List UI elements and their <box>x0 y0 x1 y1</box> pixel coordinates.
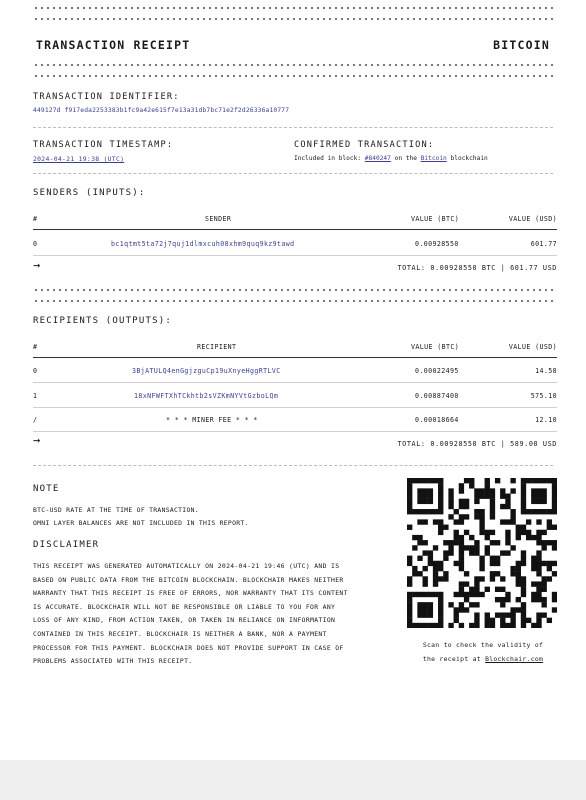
disclaimer-line: LOSS OF ANY KIND, FROM ACTION TAKEN, OR TAKEN IN RELIANCE ON INFORMATION <box>33 616 336 625</box>
block-suffix: blockchain <box>450 155 488 162</box>
disclaimer-line: BASED ON PUBLIC DATA FROM THE BITCOIN BLOCKCHAIN. BLOCKCHAIR MAKES NEITHER <box>33 575 344 584</box>
row-index: 0 <box>33 367 38 375</box>
row-index: / <box>33 416 38 424</box>
table-row <box>33 367 557 379</box>
block-prefix: Included in block: <box>294 155 362 162</box>
plus-divider <box>33 6 553 10</box>
row-usd: 575.10 <box>530 392 557 400</box>
recipients-total: TOTAL: 0.00928550 BTC | 589.00 USD <box>397 440 557 448</box>
row-usd: 12.10 <box>535 416 557 424</box>
row-usd: 601.77 <box>530 240 557 248</box>
disclaimer-title: DISCLAIMER <box>33 540 100 550</box>
row-index: 1 <box>33 392 38 400</box>
col-value-usd: VALUE (USD) <box>508 343 557 351</box>
qr-caption-line <box>405 655 561 663</box>
recipient-address[interactable]: 3BjATULQ4enGgjzguCp19uXnyeHggRTLVC <box>132 367 281 375</box>
table-rule <box>33 255 557 256</box>
identifier-label: TRANSACTION IDENTIFIER: <box>33 92 180 102</box>
note-line: OMNI LAYER BALANCES ARE NOT INCLUDED IN THIS REPORT. <box>33 519 249 527</box>
recipient-address[interactable]: 18xNFWFTXhTCkhtb2sVZKmNYVtGzboLQm <box>134 392 279 400</box>
dashed-divider <box>33 127 553 128</box>
right-arrow-icon: → <box>33 258 41 272</box>
footer-band <box>0 760 586 800</box>
dashed-divider <box>33 173 553 174</box>
block-link[interactable]: #840247 <box>364 155 391 162</box>
disclaimer-line: PROCESSOR FOR THIS PAYMENT. BLOCKCHAIR DOES NOT PROVIDE SUPPORT IN CASE OF <box>33 643 344 652</box>
qr-caption-prefix: the receipt at <box>422 655 481 663</box>
confirmed-label: CONFIRMED TRANSACTION: <box>294 140 435 150</box>
plus-divider <box>33 63 553 67</box>
row-btc: 0.00928550 <box>415 240 459 248</box>
timestamp-value[interactable]: 2024-04-21 19:38 (UTC) <box>33 155 125 163</box>
qr-code-icon[interactable] <box>407 478 557 628</box>
senders-total: TOTAL: 0.00928550 BTC | 601.77 USD <box>397 264 557 272</box>
senders-header-row <box>33 215 557 227</box>
sender-address[interactable]: bc1qtmt5ta72j7quj1dlmxcuh08xhm9quq9kz9tawd <box>111 240 295 248</box>
col-value-btc: VALUE (BTC) <box>411 343 460 351</box>
senders-title: SENDERS (INPUTS): <box>33 188 146 198</box>
qr-caption-line: Scan to check the validity of <box>422 641 544 649</box>
note-line: BTC-USD RATE AT THE TIME OF TRANSACTION. <box>33 506 199 514</box>
right-arrow-icon: → <box>33 433 41 447</box>
table-row <box>33 240 557 252</box>
row-btc: 0.00887400 <box>415 392 459 400</box>
note-title: NOTE <box>33 484 60 494</box>
table-row <box>33 392 557 404</box>
disclaimer-line: WARRANTY THAT THIS RECEIPT IS FREE OF ERRORS, NOR WARRANTY THAT ITS CONTENT <box>33 589 348 598</box>
recipients-header-row <box>33 343 557 355</box>
plus-divider <box>33 288 553 292</box>
table-rule <box>33 431 557 432</box>
table-rule <box>33 357 557 358</box>
timestamp-label: TRANSACTION TIMESTAMP: <box>33 140 174 150</box>
row-usd: 14.58 <box>535 367 557 375</box>
miner-fee-label: * * * MINER FEE * * * <box>166 416 258 424</box>
dashed-divider <box>33 465 553 466</box>
plus-divider <box>33 74 553 78</box>
col-value-usd: VALUE (USD) <box>508 215 557 223</box>
row-btc: 0.00018664 <box>415 416 459 424</box>
blockchair-link[interactable]: Blockchair.com <box>485 655 544 663</box>
row-index: 0 <box>33 240 38 248</box>
plus-divider <box>33 299 553 303</box>
disclaimer-text <box>33 560 393 669</box>
row-btc: 0.00022495 <box>415 367 459 375</box>
col-recipient: RECIPIENT <box>197 343 237 351</box>
disclaimer-line: CONTAINED IN THIS RECEIPT. BLOCKCHAIR IS NEITHER A BANK, NOR A PAYMENT <box>33 629 327 638</box>
block-middle: on the <box>394 155 417 162</box>
col-index: # <box>33 215 38 223</box>
disclaimer-line: THIS RECEIPT WAS GENERATED AUTOMATICALLY ON 2024-04-21 19:46 (UTC) AND IS <box>33 562 340 570</box>
col-sender: SENDER <box>205 215 232 223</box>
receipt-title: TRANSACTION RECEIPT <box>36 38 191 52</box>
plus-divider <box>33 17 553 21</box>
confirmed-info <box>294 155 488 162</box>
network-name: BITCOIN <box>493 38 550 52</box>
recipients-title: RECIPIENTS (OUTPUTS): <box>33 316 172 326</box>
disclaimer-line: IS ACCURATE. BLOCKCHAIR WILL NOT BE RESPONSIBLE OR LIABLE TO YOU FOR ANY <box>33 602 336 611</box>
table-rule <box>33 229 557 230</box>
transaction-hash[interactable]: 449127d f917eda2253383b1fc9a42e615f7e13a31db7bc71e2f2d26336a10777 <box>33 107 290 114</box>
table-rule <box>33 407 557 408</box>
col-value-btc: VALUE (BTC) <box>411 215 460 223</box>
disclaimer-line: PROBLEMS ASSOCIATED WITH THIS RECEIPT. <box>33 657 193 666</box>
chain-link[interactable]: Bitcoin <box>420 155 447 162</box>
table-rule <box>33 382 557 383</box>
col-index: # <box>33 343 38 351</box>
table-row <box>33 416 557 428</box>
